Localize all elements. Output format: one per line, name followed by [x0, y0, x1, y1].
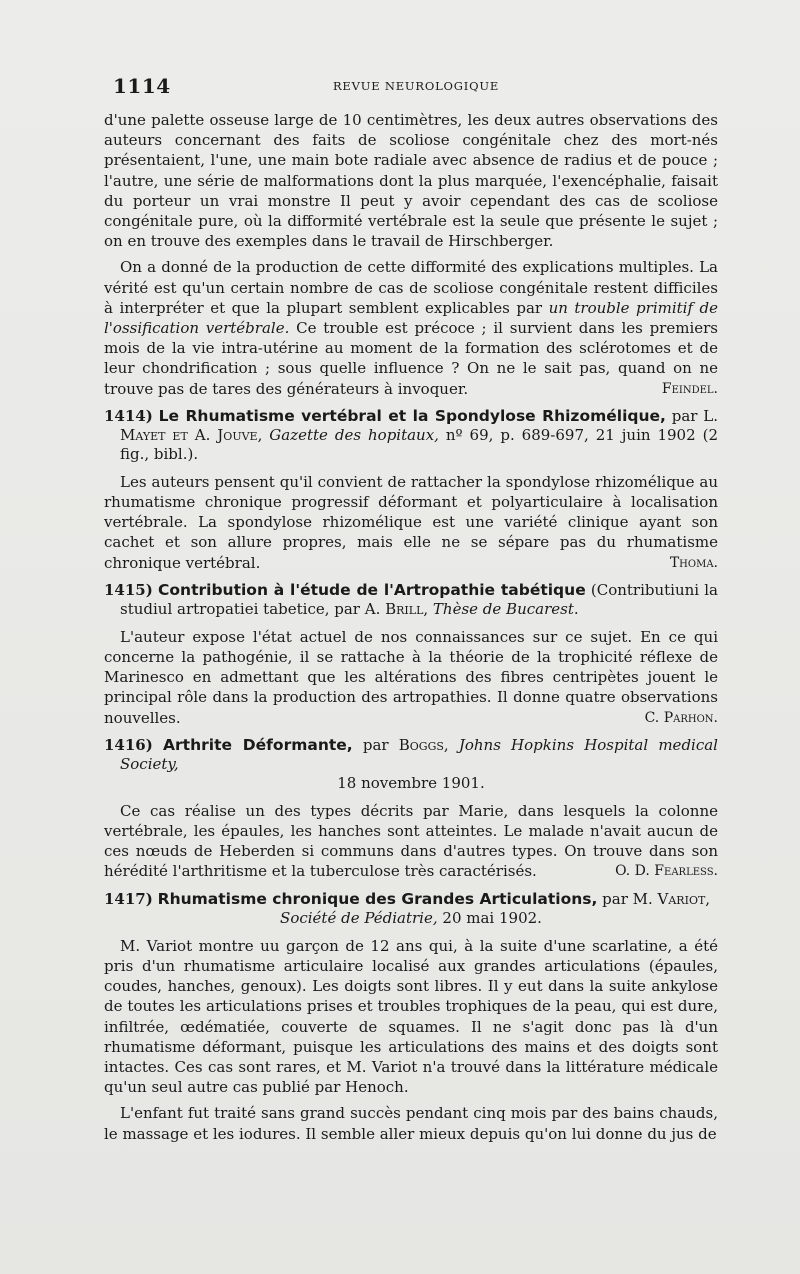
entry-journal: Johns Hopkins Hospital medical Society,	[120, 735, 718, 773]
entry-title: Le Rhumatisme vertébral et la Spondylose Rhizomélique,	[158, 406, 666, 425]
entry-details: 18 novembre 1901.	[337, 773, 485, 792]
entry-title: Contribution à l'étude de l'Artropathie tabétique	[158, 580, 586, 599]
signature: Feindel.	[661, 380, 718, 397]
signature: C. Parhon.	[644, 709, 718, 726]
entry-number: 1415)	[104, 580, 153, 599]
entry-heading-1414: 1414) Le Rhumatisme vertébral et la Spondylose Rhizomélique, par L. Mayet et A. Jouve, Gazette des hopitaux, nº 69, p. 689-697, 21 juin 1902 (2 fig., bibl.).	[104, 406, 718, 463]
running-title: REVUE NEUROLOGIQUE	[332, 79, 500, 93]
continuation-paragraph: d'une palette osseuse large de 10 centimètres, les deux autres observations des auteurs concernant des faits de scoliose congénitale chez des mort-nés présentaient, l'une, une main bote radiale avec absence de radius et de pouce ; l'autre, une série de malformations dont la plus marquée, l'exencéphalie, faisait du porteur un vrai monstre Il peut y avoir cependant des cas de scoliose congénitale pure, où la difformité vertébrale est la seule que présente le sujet ; on en trouve des exemples dans le travail de Hirschberger.	[104, 111, 718, 251]
entry-journal: Société de Pédiatrie,	[280, 908, 438, 927]
entry-title: Rhumatisme chronique des Grandes Articulations,	[157, 889, 598, 908]
entry-details: nº 69, p. 689-697, 21 juin 1902 (2 fig., bibl.).	[120, 425, 718, 463]
entry-author: A. Brill,	[364, 599, 429, 618]
signature: Thoma.	[669, 554, 718, 571]
page-number: 1114	[113, 74, 171, 98]
entry-heading-1417: 1417) Rhumatisme chronique des Grandes Articulations, par M. Variot, Société de Pédiatrie, 20 mai 1902.	[104, 890, 718, 928]
entry-journal: Gazette des hopitaux,	[262, 425, 439, 444]
entry-number: 1414)	[104, 406, 153, 425]
entry-author: M. Variot,	[632, 889, 711, 908]
entry-author: Boggs,	[398, 735, 449, 754]
entry-number: 1416)	[104, 735, 153, 754]
entry-citation	[120, 909, 718, 928]
entry-details: 20 mai 1902.	[437, 908, 542, 927]
entry-body-1415: L'auteur expose l'état actuel de nos connaissances sur ce sujet. En ce qui concerne la pathogénie, il se rattache à la théorie de la trophicité réflexe de Marinesco en admettant que les altérations des fibres centripètes jouent le principal rôle dans la production des artropathies. Il donne quatre observations nouvelles. C. Parhon.	[104, 627, 718, 727]
page-header	[113, 74, 719, 98]
entry-title: Arthrite Déformante,	[163, 735, 353, 754]
entry-body-1416: Ce cas réalise un des types décrits par Marie, dans lesquels la colonne vertébrale, les épaules, les hanches sont atteintes. Le malade n'avait aucun de ces nœuds de Heberden si communs dans d'autres types. On trouve dans son hérédité l'arthritisme et la tuberculose très caractérisés. O. D. Fearless.	[104, 801, 718, 881]
continuation-paragraph-2: On a donné de la production de cette difformité des explications multiples. La vérité est qu'un certain nombre de cas de scoliose congénitale restent difficiles à interpréter et que la plupart semblent explicables par un trouble primitif de l'ossification vertébrale. Ce trouble est précoce ; il survient dans les premiers mois de la vie intra-utérine au moment de la formation des sclérotomes et de leur chondrification ; sous quelle influence ? On ne le sait pas, quand on ne trouve pas de tares des générateurs à invoquer. Feindel.	[104, 258, 718, 398]
entry-number: 1417)	[104, 889, 153, 908]
signature: O. D. Fearless.	[615, 863, 718, 880]
entry-subtitle: (Contributiuni la studiul artropatiei tabetice, par	[120, 580, 718, 618]
entry-body-1414: Les auteurs pensent qu'il convient de rattacher la spondylose rhizomélique au rhumatisme chronique progressif déformant et polyarticulaire à localisation vertébrale. La spondylose rhizomélique est une variété clinique ayant son cachet et son allure propres, mais elle ne se sépare pas du rhumatisme chronique vertébral. Thoma.	[104, 472, 718, 572]
entry-body-1417-cont: L'enfant fut traité sans grand succès pendant cinq mois par des bains chauds, le massage et les iodures. Il semble aller mieux depuis qu'on lui donne du jus de	[104, 1104, 718, 1143]
entry-author: L. Mayet et A. Jouve,	[120, 406, 718, 444]
page-body	[104, 110, 718, 1150]
entry-heading-1416: 1416) Arthrite Déformante, par Boggs, Johns Hopkins Hospital medical Society, 18 novembre 1901.	[104, 735, 718, 792]
entry-journal: Thèse de Bucarest	[428, 599, 574, 618]
entry-heading-1415: 1415) Contribution à l'étude de l'Artropathie tabétique (Contributiuni la studiul artropatiei tabetice, par A. Brill, Thèse de Bucarest.	[104, 580, 718, 618]
entry-body-1417: M. Variot montre uu garçon de 12 ans qui, à la suite d'une scarlatine, a été pris d'un rhumatisme articulaire localisé aux grandes articulations (épaules, coudes, hanches, genoux). Les doigts sont libres. Il y eut dans la suite ankylose de toutes les articulations prises et troubles trophiques de la peau, qui est dure, infiltrée, œdématiée, couverte de squames. Il ne s'agit donc pas là d'un rhumatisme déformant, puisque les articulations des mains et des doigts sont intactes. Ces cas sont rares, et M. Variot n'a trouvé dans la littérature médicale qu'un seul autre cas publié par Henoch.	[104, 936, 718, 1097]
